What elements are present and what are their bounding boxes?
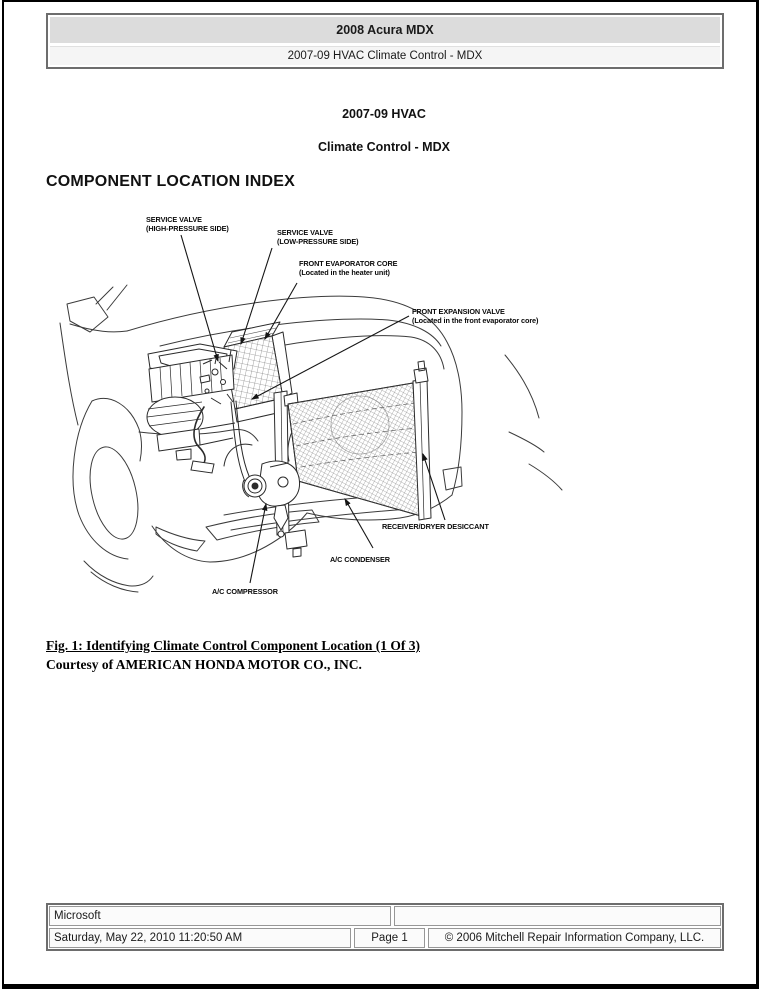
label-receiver-dryer: RECEIVER/DRYER DESICCANT [382,522,489,531]
heater-unit [147,322,292,460]
footer-application: Microsoft [49,906,391,926]
label-service-valve-hp-sub: (HIGH-PRESSURE SIDE) [146,224,229,233]
leader-front-evaporator-core [265,283,297,339]
label-ac-condenser: A/C CONDENSER [330,555,390,564]
label-front-expansion-valve-sub: (Located in the front evaporator core) [412,316,539,325]
figure-caption-courtesy: Courtesy of AMERICAN HONDA MOTOR CO., INC. [46,657,362,672]
footer-copyright: © 2006 Mitchell Repair Information Company, LLC. [428,928,721,948]
front-tire [82,442,146,543]
label-ac-compressor: A/C COMPRESSOR [212,587,278,596]
label-front-evaporator-core-sub: (Located in the heater unit) [299,268,390,277]
side-mirror [67,297,108,332]
label-service-valve-lp: SERVICE VALVE [277,228,333,237]
figure-caption [46,636,420,674]
section-heading: COMPONENT LOCATION INDEX [46,173,295,190]
footer-timestamp: Saturday, May 22, 2010 11:20:50 AM [49,928,351,948]
component-location-diagram [0,205,768,635]
page-title-line1: 2007-09 HVAC [342,107,426,121]
footer-page-number: Page 1 [354,928,425,948]
label-service-valve-hp: SERVICE VALVE [146,215,202,224]
leader-service-valve-hp [181,235,218,361]
label-front-evaporator-core: FRONT EVAPORATOR CORE [299,259,398,268]
leader-ac-condenser [345,499,373,548]
document-title: 2007-09 HVAC Climate Control - MDX [50,46,720,65]
page-title-line2: Climate Control - MDX [318,140,450,154]
figure-caption-title: Fig. 1: Identifying Climate Control Component Location (1 Of 3) [46,638,420,653]
label-service-valve-lp-sub: (LOW-PRESSURE SIDE) [277,237,359,246]
footer-empty-cell [394,906,721,926]
vehicle-header-table [46,13,724,69]
footer-table [46,903,724,951]
label-front-expansion-valve: FRONT EXPANSION VALVE [412,307,505,316]
vehicle-title: 2008 Acura MDX [50,17,720,43]
